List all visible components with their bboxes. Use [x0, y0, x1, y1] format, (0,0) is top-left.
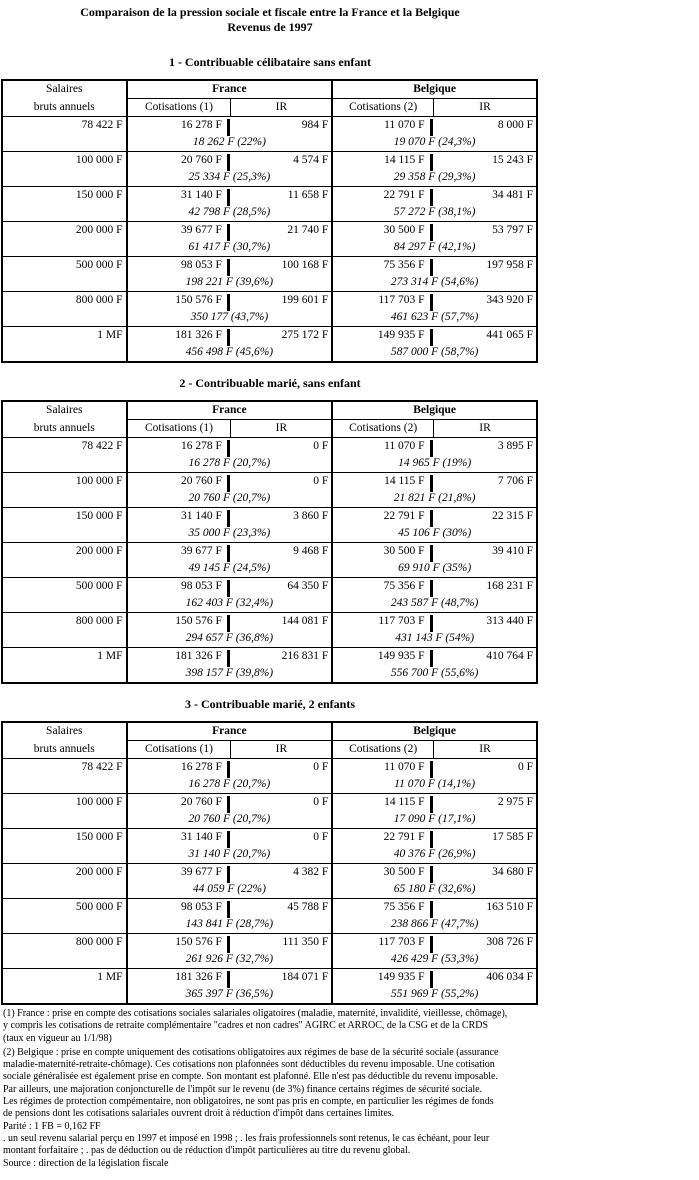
header-ir-be: IR: [479, 422, 491, 434]
salary-cell: 150 000 F: [75, 189, 123, 201]
be-ir-cell: 34 680 F: [492, 866, 533, 878]
page-subtitle: Revenus de 1997: [227, 20, 313, 34]
header-cotisations-be: Cotisations (2): [332, 741, 433, 759]
table-row: [2, 934, 537, 952]
fr-cotisations-cell: 16 278 F: [181, 119, 228, 131]
be-total-cell: 17 090 F (17,1%): [332, 811, 537, 829]
be-ir-cell: 7 706 F: [497, 475, 533, 487]
fr-ir-cell: 100 168 F: [281, 259, 329, 271]
fr-total-cell: 350 177 (43,7%): [127, 309, 333, 327]
footnote-line: (taux en vigueur au 1/1/98): [3, 1032, 112, 1044]
salary-cell: 800 000 F: [75, 294, 123, 306]
table-row: [2, 222, 537, 240]
be-total-cell: 40 376 F (26,9%): [332, 846, 537, 864]
salary-cell: 200 000 F: [75, 545, 123, 557]
header-salary: Salaires: [46, 725, 83, 738]
fr-cotisations-cell: 98 053 F: [181, 259, 228, 271]
footnote-line: maladie-maternité-retraite-chômage). Ces cotisations non plafonnées sont déductibles du revenu imposable. Une cotisation: [3, 1059, 495, 1071]
table-row: [2, 899, 537, 917]
be-cotisations-cell: 75 356 F: [384, 901, 431, 913]
be-cotisations-cell: 30 500 F: [384, 224, 431, 236]
fr-ir-cell: 9 468 F: [293, 545, 329, 557]
fr-ir-cell: 0 F: [313, 831, 329, 843]
salary-cell: 200 000 F: [75, 866, 123, 878]
header-cotisations-be: Cotisations (2): [332, 99, 433, 117]
fr-cotisations-cell: 98 053 F: [181, 580, 228, 592]
fr-ir-cell: 216 831 F: [281, 650, 329, 662]
be-ir-cell: 410 764 F: [486, 650, 533, 662]
be-ir-cell: 313 440 F: [486, 615, 533, 627]
table-row: [2, 473, 537, 491]
fr-ir-cell: 199 601 F: [281, 294, 329, 306]
section-title: 2 - Contribuable marié, sans enfant: [179, 376, 361, 390]
be-cotisations-cell: 117 703 F: [378, 615, 430, 627]
salary-cell: 800 000 F: [75, 615, 123, 627]
fr-ir-cell: 11 658 F: [287, 189, 329, 201]
header-belgique: Belgique: [332, 401, 537, 420]
table-row: [2, 257, 537, 275]
be-total-cell: 57 272 F (38,1%): [332, 204, 537, 222]
fr-cotisations-cell: 98 053 F: [181, 901, 228, 913]
be-total-cell: 45 106 F (30%): [332, 525, 537, 543]
comparison-table: [1, 79, 538, 363]
be-total-cell: 14 965 F (19%): [332, 455, 537, 473]
fr-total-cell: 162 403 F (32,4%): [127, 595, 333, 613]
be-cotisations-cell: 149 935 F: [378, 971, 431, 983]
header-france: France: [127, 80, 333, 99]
fr-ir-cell: 144 081 F: [281, 615, 329, 627]
salary-cell: 100 000 F: [75, 154, 123, 166]
be-cotisations-cell: 30 500 F: [384, 545, 431, 557]
be-cotisations-cell: 75 356 F: [384, 580, 431, 592]
fr-cotisations-cell: 181 326 F: [175, 329, 228, 341]
footnote-line: y compris les cotisations de retraite complémentaire "cadres et non cadres" AGIRC et ARROC, de la CSG et de la CRDS: [3, 1020, 488, 1032]
footnote-line: Les régimes de protection compémentaire, non obligatoires, ne sont pas pris en compte, en particulier les régimes de fonds: [3, 1096, 494, 1108]
be-total-cell: 551 969 F (55,2%): [332, 986, 537, 1004]
fr-cotisations-cell: 39 677 F: [181, 224, 228, 236]
salary-cell: 150 000 F: [75, 510, 123, 522]
fr-cotisations-cell: 150 576 F: [175, 615, 228, 627]
fr-total-cell: 456 498 F (45,6%): [127, 344, 333, 362]
table-row: [2, 327, 537, 345]
be-ir-cell: 34 481 F: [492, 189, 533, 201]
be-total-cell: 273 314 F (54,6%): [332, 274, 537, 292]
section-title: 1 - Contribuable célibataire sans enfant: [168, 55, 372, 69]
footnote-line: montant forfaitaire ; . pas de déduction ou de réduction d'impôt particulières au titre du revenu global.: [3, 1145, 411, 1157]
fr-total-cell: 25 334 F (25,3%): [127, 169, 333, 187]
salary-cell: 200 000 F: [75, 224, 123, 236]
header-belgique: Belgique: [332, 722, 537, 741]
header-ir-be: IR: [479, 101, 491, 113]
fr-ir-cell: 0 F: [313, 440, 329, 452]
be-total-cell: 243 587 F (48,7%): [332, 595, 537, 613]
footnote-line: sociale généralisée est également prise en compte. Son montant est plafonné. Elle n'est pas déductible du revenu imposable.: [3, 1071, 498, 1083]
salary-cell: 78 422 F: [81, 440, 123, 452]
fr-ir-cell: 4 382 F: [293, 866, 329, 878]
be-ir-cell: 22 315 F: [492, 510, 533, 522]
fr-cotisations-cell: 31 140 F: [181, 189, 228, 201]
section-title: 3 - Contribuable marié, 2 enfants: [185, 697, 355, 711]
fr-total-cell: 16 278 F (20,7%): [127, 455, 333, 473]
header-salary-2: bruts annuels: [33, 421, 95, 434]
fr-ir-cell: 21 740 F: [287, 224, 329, 236]
footnote-line: Par ailleurs, une majoration conjoncturelle de l'impôt sur le revenu (de 3%) finance certains régimes de sécurité sociale.: [3, 1083, 483, 1095]
be-ir-cell: 308 726 F: [486, 936, 533, 948]
header-cotisations-fr: Cotisations (1): [127, 420, 231, 438]
table-row: [2, 829, 537, 847]
table-row: [2, 578, 537, 596]
fr-ir-cell: 0 F: [313, 796, 329, 808]
table-row: [2, 543, 537, 561]
be-total-cell: 238 866 F (47,7%): [332, 916, 537, 934]
be-ir-cell: 53 797 F: [492, 224, 533, 236]
salary-cell: 1 MF: [97, 329, 123, 341]
page-title: Comparaison de la pression sociale et fiscale entre la France et la Belgique: [80, 5, 460, 19]
table-row: [2, 969, 537, 987]
salary-cell: 150 000 F: [75, 831, 123, 843]
fr-cotisations-cell: 39 677 F: [181, 545, 228, 557]
fr-ir-cell: 184 071 F: [281, 971, 329, 983]
fr-ir-cell: 3 860 F: [293, 510, 329, 522]
comparison-table: [1, 721, 538, 1005]
header-salary: Salaires: [46, 83, 83, 96]
be-total-cell: 21 821 F (21,8%): [332, 490, 537, 508]
fr-cotisations-cell: 20 760 F: [181, 475, 228, 487]
salary-cell: 78 422 F: [81, 761, 123, 773]
salary-cell: 800 000 F: [75, 936, 123, 948]
fr-cotisations-cell: 150 576 F: [175, 294, 228, 306]
header-ir-be: IR: [479, 743, 491, 755]
be-cotisations-cell: 30 500 F: [384, 866, 431, 878]
header-france: France: [127, 401, 333, 420]
fr-ir-cell: 45 788 F: [287, 901, 329, 913]
table-row: [2, 794, 537, 812]
salary-cell: 100 000 F: [75, 475, 123, 487]
be-ir-cell: 2 975 F: [497, 796, 533, 808]
header-cotisations-fr: Cotisations (1): [127, 741, 231, 759]
fr-total-cell: 42 798 F (28,5%): [127, 204, 333, 222]
header-ir-fr: IR: [275, 422, 288, 434]
footnote-line: (2) Belgique : prise en compte uniquement des cotisations obligatoires aux régimes de base de la sécurité sociale (assurance: [3, 1046, 499, 1058]
fr-total-cell: 20 760 F (20,7%): [127, 811, 333, 829]
fr-cotisations-cell: 39 677 F: [181, 866, 228, 878]
fr-total-cell: 20 760 F (20,7%): [127, 490, 333, 508]
fr-total-cell: 365 397 F (36,5%): [127, 986, 333, 1004]
fr-ir-cell: 0 F: [313, 761, 329, 773]
table-row: [2, 508, 537, 526]
be-cotisations-cell: 14 115 F: [384, 475, 430, 487]
fr-total-cell: 61 417 F (30,7%): [127, 239, 333, 257]
be-ir-cell: 39 410 F: [492, 545, 533, 557]
salary-cell: 1 MF: [97, 971, 123, 983]
be-cotisations-cell: 11 070 F: [384, 119, 430, 131]
salary-cell: 1 MF: [97, 650, 123, 662]
fr-total-cell: 18 262 F (22%): [127, 134, 333, 152]
footnote-line: (1) France : prise en compte des cotisations sociales salariales oligatoires (maladie, maternité, invalidité, vieillesse, chômage),: [3, 1008, 508, 1019]
table-row: [2, 759, 537, 777]
footnote-line: . un seul revenu salarial perçu en 1997 et imposé en 1998 ; . les frais professionnels sont retenus, le cas échéant, pour leur: [3, 1132, 490, 1144]
salary-cell: 500 000 F: [75, 901, 123, 913]
be-total-cell: 19 070 F (24,3%): [332, 134, 537, 152]
be-cotisations-cell: 22 791 F: [384, 189, 431, 201]
be-cotisations-cell: 117 703 F: [378, 294, 430, 306]
be-ir-cell: 8 000 F: [497, 119, 533, 131]
be-total-cell: 84 297 F (42,1%): [332, 239, 537, 257]
header-salary-2: bruts annuels: [33, 742, 95, 755]
table-row: [2, 864, 537, 882]
footnote-line: Parité : 1 FB = 0,162 FF: [3, 1120, 101, 1132]
fr-total-cell: 44 059 F (22%): [127, 881, 333, 899]
be-cotisations-cell: 11 070 F: [384, 761, 430, 773]
be-ir-cell: 343 920 F: [486, 294, 533, 306]
be-cotisations-cell: 22 791 F: [384, 510, 431, 522]
fr-cotisations-cell: 181 326 F: [175, 971, 228, 983]
fr-total-cell: 35 000 F (23,3%): [127, 525, 333, 543]
be-ir-cell: 406 034 F: [486, 971, 533, 983]
be-total-cell: 65 180 F (32,6%): [332, 881, 537, 899]
fr-ir-cell: 111 350 F: [282, 936, 329, 948]
be-cotisations-cell: 14 115 F: [384, 154, 430, 166]
be-ir-cell: 441 065 F: [486, 329, 533, 341]
be-cotisations-cell: 149 935 F: [378, 329, 431, 341]
be-total-cell: 587 000 F (58,7%): [332, 344, 537, 362]
header-ir-fr: IR: [275, 101, 288, 113]
fr-ir-cell: 64 350 F: [287, 580, 329, 592]
be-cotisations-cell: 11 070 F: [384, 440, 430, 452]
be-ir-cell: 197 958 F: [486, 259, 533, 271]
be-ir-cell: 0 F: [517, 761, 533, 773]
header-salary: Salaires: [46, 404, 83, 417]
be-cotisations-cell: 149 935 F: [378, 650, 431, 662]
be-total-cell: 11 070 F (14,1%): [332, 776, 537, 794]
be-ir-cell: 15 243 F: [492, 154, 533, 166]
header-cotisations-fr: Cotisations (1): [127, 99, 231, 117]
footnote-line: Source : direction de la législation fiscale: [3, 1157, 169, 1169]
be-total-cell: 556 700 F (55,6%): [332, 665, 537, 683]
fr-cotisations-cell: 181 326 F: [175, 650, 228, 662]
be-cotisations-cell: 75 356 F: [384, 259, 431, 271]
be-total-cell: 431 143 F (54%): [332, 630, 537, 648]
be-ir-cell: 17 585 F: [492, 831, 533, 843]
table-row: [2, 438, 537, 456]
be-ir-cell: 168 231 F: [486, 580, 533, 592]
be-cotisations-cell: 14 115 F: [384, 796, 430, 808]
salary-cell: 78 422 F: [81, 119, 123, 131]
fr-cotisations-cell: 16 278 F: [181, 761, 228, 773]
be-ir-cell: 3 895 F: [497, 440, 533, 452]
be-total-cell: 461 623 F (57,7%): [332, 309, 537, 327]
footnotes: [3, 1008, 693, 1170]
fr-total-cell: 143 841 F (28,7%): [127, 916, 333, 934]
header-ir-fr: IR: [275, 743, 288, 755]
table-row: [2, 117, 537, 135]
be-total-cell: 29 358 F (29,3%): [332, 169, 537, 187]
header-cotisations-be: Cotisations (2): [332, 420, 433, 438]
fr-cotisations-cell: 20 760 F: [181, 796, 228, 808]
salary-cell: 500 000 F: [75, 580, 123, 592]
fr-cotisations-cell: 150 576 F: [175, 936, 228, 948]
be-cotisations-cell: 22 791 F: [384, 831, 431, 843]
footnote-line: de pensions dont les cotisations salariales ouvrent droit à réduction d'impôt dans certaines limites.: [3, 1108, 395, 1120]
fr-cotisations-cell: 31 140 F: [181, 831, 228, 843]
fr-cotisations-cell: 31 140 F: [181, 510, 228, 522]
fr-total-cell: 398 157 F (39,8%): [127, 665, 333, 683]
salary-cell: 100 000 F: [75, 796, 123, 808]
table-row: [2, 648, 537, 666]
fr-total-cell: 31 140 F (20,7%): [127, 846, 333, 864]
fr-total-cell: 198 221 F (39,6%): [127, 274, 333, 292]
table-row: [2, 152, 537, 170]
fr-cotisations-cell: 16 278 F: [181, 440, 228, 452]
fr-total-cell: 261 926 F (32,7%): [127, 951, 333, 969]
fr-ir-cell: 275 172 F: [281, 329, 329, 341]
header-france: France: [127, 722, 333, 741]
be-total-cell: 69 910 F (35%): [332, 560, 537, 578]
fr-total-cell: 16 278 F (20,7%): [127, 776, 333, 794]
fr-total-cell: 49 145 F (24,5%): [127, 560, 333, 578]
fr-ir-cell: 984 F: [301, 119, 329, 131]
be-ir-cell: 163 510 F: [486, 901, 533, 913]
table-row: [2, 292, 537, 310]
fr-cotisations-cell: 20 760 F: [181, 154, 228, 166]
comparison-table: [1, 400, 538, 684]
header-belgique: Belgique: [332, 80, 537, 99]
table-row: [2, 187, 537, 205]
fr-total-cell: 294 657 F (36,8%): [127, 630, 333, 648]
header-salary-2: bruts annuels: [33, 100, 95, 113]
be-total-cell: 426 429 F (53,3%): [332, 951, 537, 969]
be-cotisations-cell: 117 703 F: [378, 936, 430, 948]
fr-ir-cell: 4 574 F: [293, 154, 329, 166]
fr-ir-cell: 0 F: [313, 475, 329, 487]
table-row: [2, 613, 537, 631]
salary-cell: 500 000 F: [75, 259, 123, 271]
